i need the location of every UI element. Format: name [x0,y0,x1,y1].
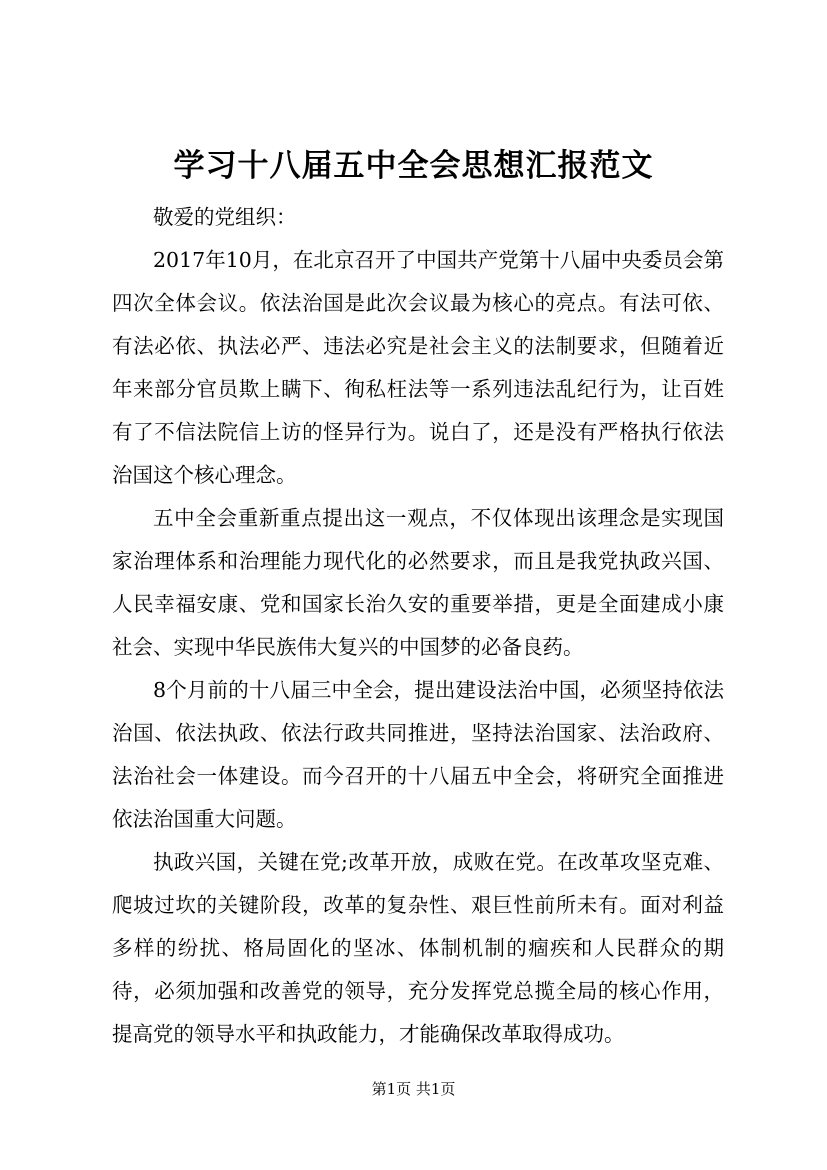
document-body [112,196,724,1056]
page-number-footer: 第1页 共1页 [371,1080,456,1098]
body-paragraph: 8个月前的十八届三中全会，提出建设法治中国，必须坚持依法治国、依法执政、依法行政共同推进，坚持法治国家、法治政府、法治社会一体建设。而今召开的十八届五中全会，将研究全面推进依法治国重大问题。 [112,678,724,831]
body-paragraph: 2017年10月，在北京召开了中国共产党第十八届中央委员会第四次全体会议。依法治国是此次会议最为核心的亮点。有法可依、有法必依、执法必严、违法必究是社会主义的法制要求，但随着近年来部分官员欺上瞒下、徇私枉法等一系列违法乱纪行为，让百姓有了不信法院信上访的怪异行为。说白了，还是没有严格执行依法治国这个核心理念。 [112,248,724,487]
body-paragraph: 五中全会重新重点提出这一观点，不仅体现出该理念是实现国家治理体系和治理能力现代化的必然要求，而且是我党执政兴国、人民幸福安康、党和国家长治久安的重要举措，更是全面建成小康社会、实现中华民族伟大复兴的中国梦的必备良药。 [112,506,724,659]
body-paragraph: 执政兴国，关键在党;改革开放，成败在党。在改革攻坚克难、爬坡过坎的关键阶段，改革的复杂性、艰巨性前所未有。面对利益多样的纷扰、格局固化的坚冰、体制机制的痼疾和人民群众的期待，必须加强和改善党的领导，充分发挥党总揽全局的核心作用，提高党的领导水平和执政能力，才能确保改革取得成功。 [112,850,724,1046]
salutation: 敬爱的党组织： [153,205,297,229]
document-title: 学习十八届五中全会思想汇报范文 [173,148,654,184]
